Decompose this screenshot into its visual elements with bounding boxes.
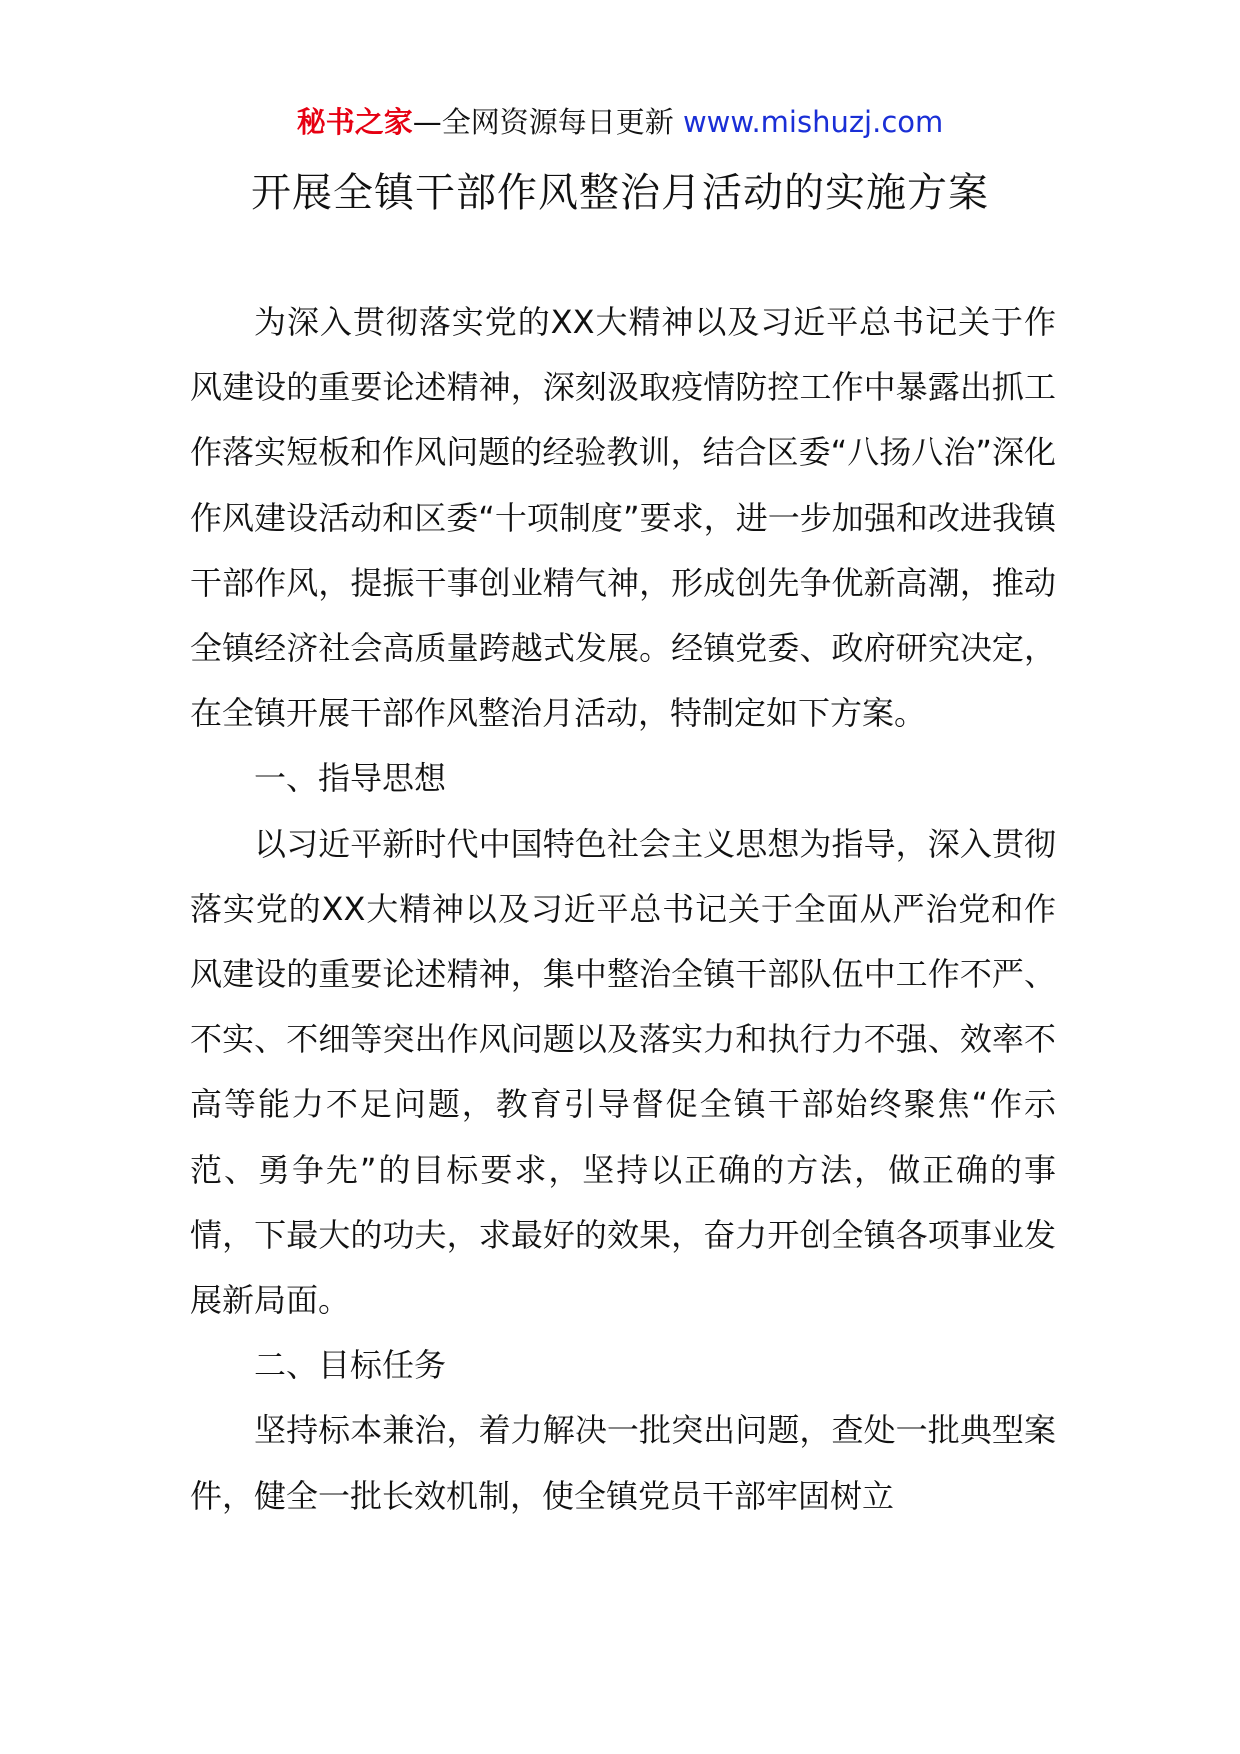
site-brand: 秘书之家 xyxy=(296,105,413,139)
guiding-ideology-paragraph: 以习近平新时代中国特色社会主义思想为指导，深入贯彻落实党的XX大精神以及习近平总书记关于全面从严治党和作风建设的重要论述精神，集中整治全镇干部队伍中工作不严、不实、不细等突出作风问题以及落实力和执行力不强、效率不高等能力不足问题，教育引导督促全镇干部始终聚焦“作示范、勇争先”的目标要求，坚持以正确的方法，做正确的事情，下最大的功夫，求最好的效果，奋力开创全镇各项事业发展新局面。 xyxy=(190,824,1056,1320)
site-slogan: —全网资源每日更新 xyxy=(412,105,683,139)
site-banner xyxy=(0,100,1240,144)
section-heading-goals-tasks: 二、目标任务 xyxy=(254,1346,447,1385)
goals-tasks-paragraph: 坚持标本兼治，着力解决一批突出问题，查处一批典型案件，健全一批长效机制，使全镇党员干部牢固树立 xyxy=(190,1411,1056,1515)
site-url: www.mishuzj.com xyxy=(682,105,944,139)
document-body xyxy=(190,290,1056,1529)
intro-paragraph: 为深入贯彻落实党的XX大精神以及习近平总书记关于作风建设的重要论述精神，深刻汲取疫情防控工作中暴露出抓工作落实短板和作风问题的经验教训，结合区委“八扬八治”深化作风建设活动和区委“十项制度”要求，进一步加强和改进我镇干部作风，提振干事创业精气神，形成创先争优新高潮，推动全镇经济社会高质量跨越式发展。经镇党委、政府研究决定，在全镇开展干部作风整治月活动，特制定如下方案。 xyxy=(190,303,1056,733)
section-heading-guiding-ideology: 一、指导思想 xyxy=(254,759,447,798)
document-title: 开展全镇干部作风整治月活动的实施方案 xyxy=(251,170,989,216)
